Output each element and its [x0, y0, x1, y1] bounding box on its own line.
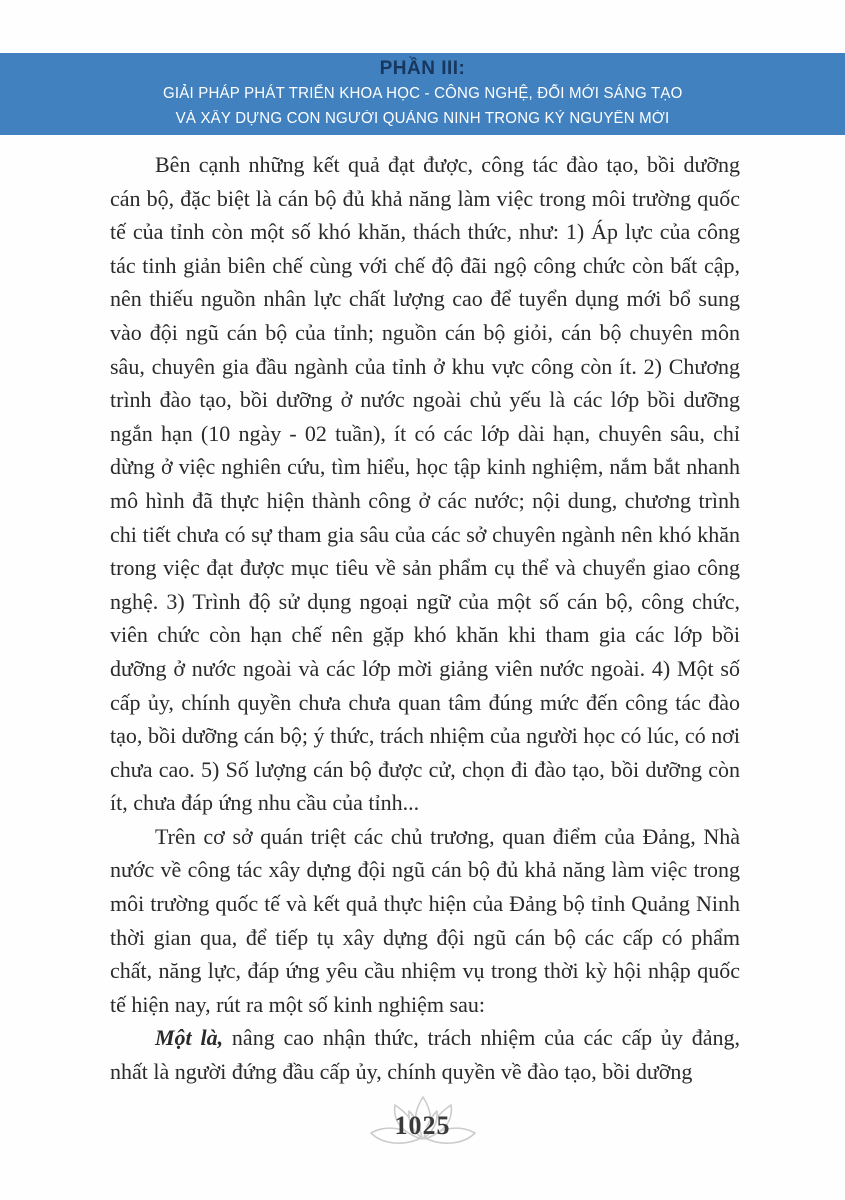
paragraph: [110, 820, 740, 1022]
section-title-line1: GIẢI PHÁP PHÁT TRIỂN KHOA HỌC - CÔNG NGHỆ, ĐỔI MỚI SÁNG TẠO: [162, 85, 683, 102]
paragraph: [110, 1021, 740, 1088]
page-number: 1025: [394, 1111, 451, 1140]
paragraph-text: nâng cao nhận thức, trách nhiệm của các cấp ủy đảng, nhất là người đứng đầu cấp ủy, chính quyền về đào tạo, bồi dưỡng: [110, 1025, 740, 1085]
paragraph-text: Trên cơ sở quán triệt các chủ trương, quan điểm của Đảng, Nhà nước về công tác xây dựng đội ngũ cán bộ đủ khả năng làm việc trong môi trường quốc tế và kết quả thực hiện của Đảng bộ tỉnh Quảng Ninh thời gian qua, để tiếp tụ xây dựng đội ngũ cán bộ các cấp có phẩm chất, năng lực, đáp ứng yêu cầu nhiệm vụ trong thời kỳ hội nhập quốc tế hiện nay, rút ra một số kinh nghiệm sau:: [110, 823, 740, 1017]
page-body: [110, 148, 740, 1089]
page-footer: [0, 1093, 845, 1157]
paragraph-lead: Một là,: [155, 1025, 224, 1051]
section-title-line2: VÀ XÂY DỰNG CON NGƯỜI QUẢNG NINH TRONG KỶ NGUYÊN MỚI: [175, 110, 670, 127]
paragraph-text: Bên cạnh những kết quả đạt được, công tác đào tạo, bồi dưỡng cán bộ, đặc biệt là cán bộ đủ khả năng làm việc trong môi trường quốc tế của tỉnh còn một số khó khăn, thách thức, như: 1) Áp lực của công tác tinh giản biên chế cùng với chế độ đãi ngộ công chức còn bất cập, nên thiếu nguồn nhân lực chất lượng cao để tuyển dụng mới bổ sung vào đội ngũ cán bộ của tỉnh; nguồn cán bộ giỏi, cán bộ chuyên môn sâu, chuyên gia đầu ngành của tỉnh ở khu vực công còn ít. 2) Chương trình đào tạo, bồi dưỡng ở nước ngoài chủ yếu là các lớp bồi dưỡng ngắn hạn (10 ngày - 02 tuần), ít có các lớp dài hạn, chuyên sâu, chỉ dừng ở việc nghiên cứu, tìm hiểu, học tập kinh nghiệm, nắm bắt nhanh mô hình đã thực hiện thành công ở các nước; nội dung, chương trình chi tiết chưa có sự tham gia sâu của các sở chuyên ngành nên khó khăn trong việc đạt được mục tiêu về sản phẩm cụ thể và chuyển giao công nghệ. 3) Trình độ sử dụng ngoại ngữ của một số cán bộ, công chức, viên chức còn hạn chế nên gặp khó khăn khi tham gia các lớp bồi dưỡng ở nước ngoài và các lớp mời giảng viên nước ngoài. 4) Một số cấp ủy, chính quyền chưa chưa quan tâm đúng mức đến công tác đào tạo, bồi dưỡng cán bộ; ý thức, trách nhiệm của người học có lúc, có nơi chưa cao. 5) Số lượng cán bộ được cử, chọn đi đào tạo, bồi dưỡng còn ít, chưa đáp ứng nhu cầu của tỉnh...: [110, 152, 740, 816]
paragraph: [110, 148, 740, 820]
part-label: PHẦN III:: [379, 58, 466, 79]
folio-ornament: [363, 1093, 483, 1157]
section-header-banner: [0, 53, 845, 135]
